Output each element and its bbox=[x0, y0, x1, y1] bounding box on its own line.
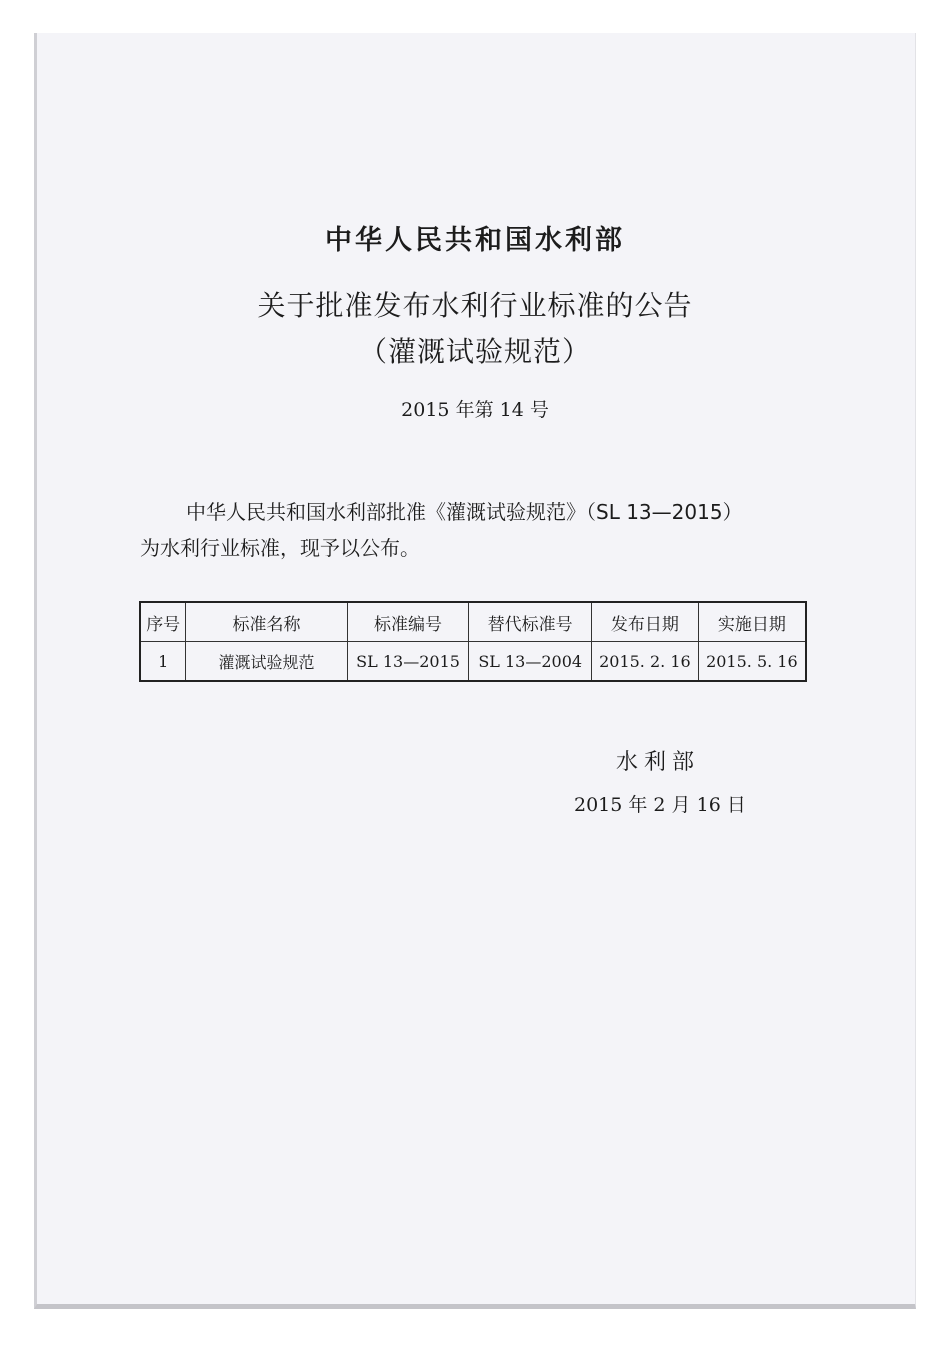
body-paragraph-line-2: 为水利行业标准，现予以公布。 bbox=[140, 536, 420, 560]
table-row bbox=[140, 642, 806, 682]
cell-replaced-number: SL 13—2004 bbox=[469, 642, 592, 682]
issue-date: 2015 年 2 月 16 日 bbox=[574, 794, 746, 816]
table-header-row bbox=[140, 602, 806, 642]
announcement-title: 关于批准发布水利行业标准的公告 bbox=[257, 289, 693, 322]
cell-serial: 1 bbox=[140, 642, 186, 682]
issuer-signature: 水利部 bbox=[616, 750, 701, 775]
header-replaced-number: 替代标准号 bbox=[469, 602, 592, 642]
ministry-name: 中华人民共和国水利部 bbox=[325, 225, 625, 256]
cell-standard-number: SL 13—2015 bbox=[347, 642, 469, 682]
standards-table bbox=[139, 601, 807, 682]
announcement-subtitle: （灌溉试验规范） bbox=[358, 335, 591, 368]
body-paragraph-line-1: 中华人民共和国水利部批准《灌溉试验规范》（SL 13—2015） bbox=[186, 500, 743, 524]
document-number: 2015 年第 14 号 bbox=[401, 399, 549, 421]
cell-standard-name: 灌溉试验规范 bbox=[186, 642, 347, 682]
cell-release-date: 2015. 2. 16 bbox=[592, 642, 699, 682]
cell-effective-date: 2015. 5. 16 bbox=[698, 642, 806, 682]
header-standard-name: 标准名称 bbox=[186, 602, 347, 642]
header-release-date: 发布日期 bbox=[592, 602, 699, 642]
header-serial: 序号 bbox=[140, 602, 186, 642]
header-standard-number: 标准编号 bbox=[347, 602, 469, 642]
header-effective-date: 实施日期 bbox=[698, 602, 806, 642]
